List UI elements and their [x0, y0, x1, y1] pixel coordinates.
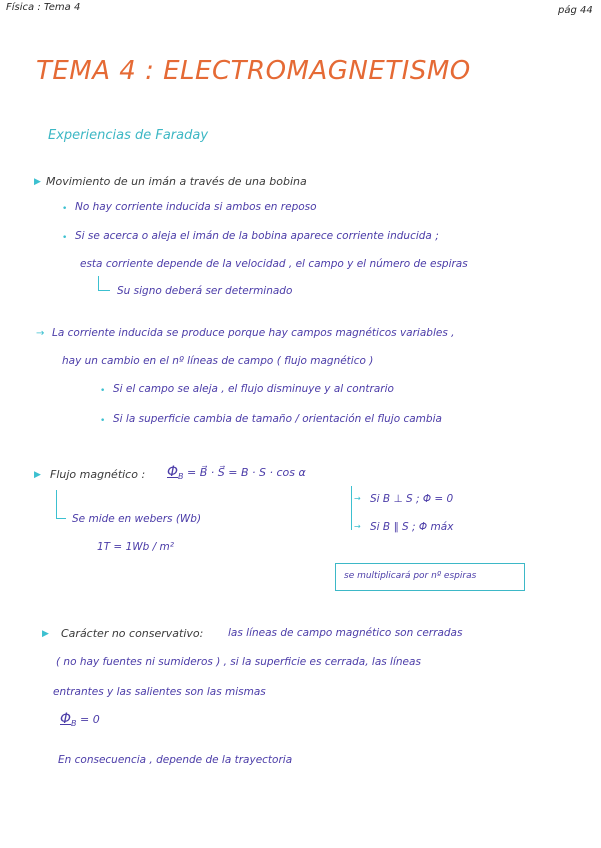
bullet-dot-icon: •	[62, 204, 68, 214]
s1-heading: Movimiento de un imán a través de una bobina	[46, 175, 307, 188]
triangle-bullet-icon: ▶	[34, 470, 41, 480]
s3-unit-2: 1T = 1Wb / m²	[97, 541, 174, 553]
phi-subscript: B	[178, 472, 184, 482]
phi-symbol: Φ	[167, 464, 179, 480]
phi-subscript: B	[71, 719, 77, 729]
s1-bullet-1: No hay corriente inducida si ambos en reposo	[75, 201, 317, 213]
page-number: pág 44	[558, 5, 593, 16]
flux-formula-rhs: = B⃗ · S⃗ = B · S · cos α	[187, 466, 306, 479]
s3-label: Flujo magnético :	[50, 468, 146, 481]
branch-arrow-line	[98, 290, 110, 291]
bullet-dot-icon: •	[100, 416, 106, 426]
s4-conclusion: En consecuencia , depende de la trayectoria	[58, 754, 293, 766]
s3-case-2: Si B ∥ S ; Φ máx	[370, 521, 454, 533]
s2-line-2: hay un cambio en el nº líneas de campo ( flujo magnético )	[62, 355, 374, 367]
section-heading: Experiencias de Faraday	[48, 128, 209, 143]
s1-bullet-2b: esta corriente depende de la velocidad , el campo y el número de espiras	[80, 258, 468, 270]
s3-unit-1: Se mide en webers (Wb)	[72, 513, 202, 525]
branch-arrow-line	[56, 518, 66, 519]
page-title-text: TEMA 4 : ELECTROMAGNETISMO	[36, 56, 471, 86]
s1-bullet-2c: Su signo deberá ser determinado	[117, 285, 293, 297]
triangle-bullet-icon: ▶	[34, 177, 41, 187]
flux-formula	[167, 465, 306, 481]
header-subject: Física : Tema 4	[6, 2, 81, 13]
branch-arrow-icon	[98, 276, 99, 290]
s4-line-2: ( no hay fuentes ni sumideros ) , si la superficie es cerrada, las líneas	[56, 656, 421, 668]
s2-line-1: La corriente inducida se produce porque hay campos magnéticos variables ,	[52, 327, 455, 339]
branch-arrow-icon	[56, 490, 57, 518]
branch-arrow-icon	[351, 486, 352, 530]
s2-bullet-1: Si el campo se aleja , el flujo disminuye y al contrario	[113, 383, 394, 395]
bullet-dot-icon: •	[62, 233, 68, 243]
bullet-dot-icon: •	[100, 386, 106, 396]
flux-zero-equation	[60, 712, 100, 728]
s3-case-1: Si B ⊥ S ; Φ = 0	[370, 493, 454, 505]
right-arrow-icon: →	[36, 328, 45, 339]
triangle-bullet-icon: ▶	[42, 629, 49, 639]
s4-line-3: entrantes y las salientes son las mismas	[53, 686, 266, 698]
s1-bullet-2a: Si se acerca o aleja el imán de la bobina aparece corriente inducida ;	[75, 230, 439, 242]
phi-symbol: Φ	[60, 711, 72, 727]
right-arrow-icon: →	[354, 494, 361, 503]
s4-heading: Carácter no conservativo:	[61, 627, 204, 640]
flux-zero-rhs: = 0	[80, 713, 100, 726]
s4-line-1: las líneas de campo magnético son cerradas	[228, 627, 463, 639]
page-title	[36, 58, 471, 84]
s2-bullet-2: Si la superficie cambia de tamaño / orientación el flujo cambia	[113, 413, 442, 425]
right-arrow-icon: →	[354, 522, 361, 531]
note-box-text: se multiplicará por nº espiras	[344, 571, 477, 581]
